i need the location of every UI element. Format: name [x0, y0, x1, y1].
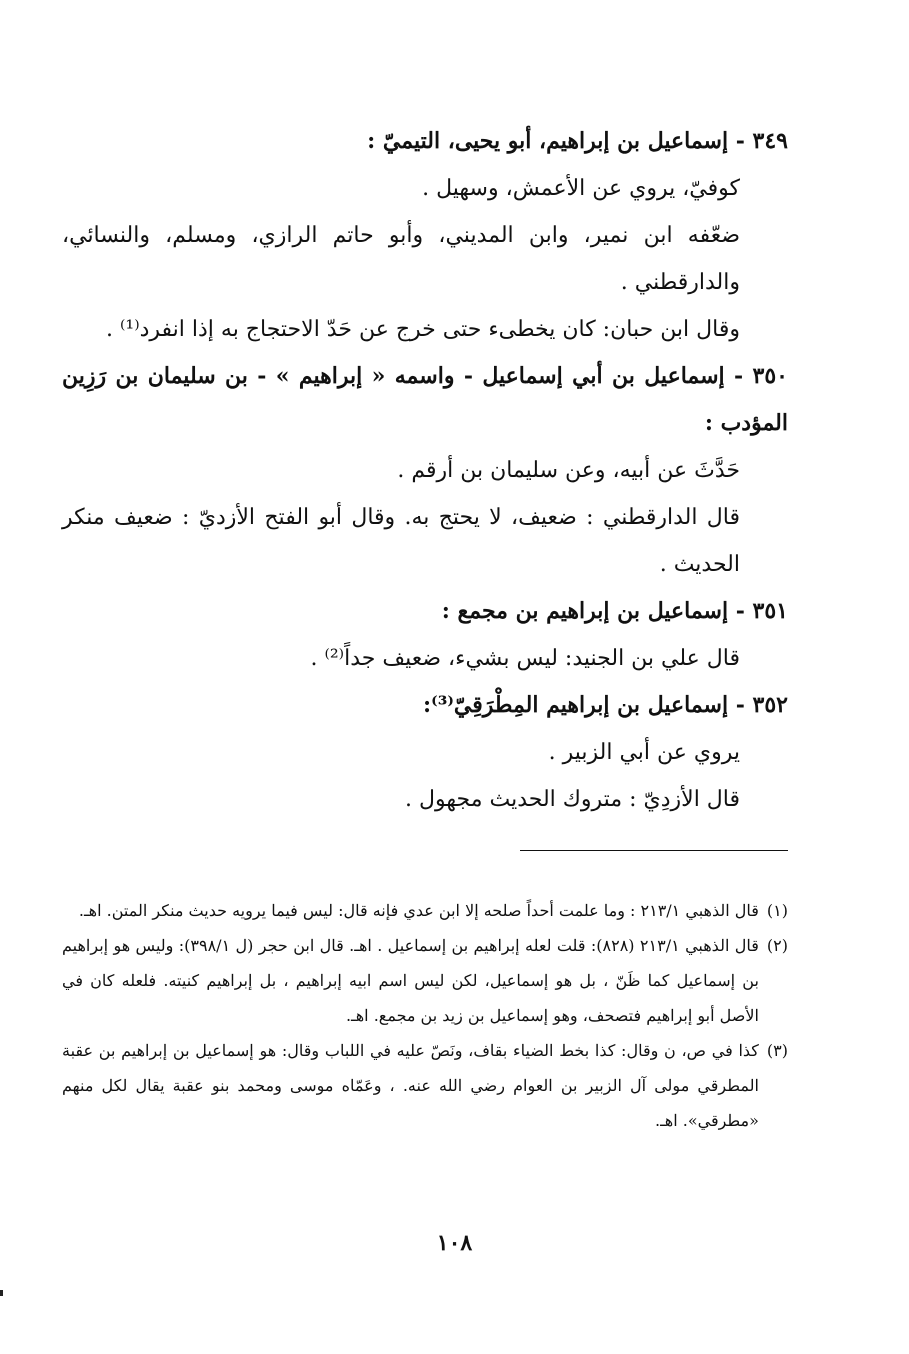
footnote-3 [62, 1033, 788, 1138]
entry-paragraph: حَدَّثَ عن أبيه، وعن سليمان بن أرقم . [397, 458, 740, 483]
entry-heading: ٣٥١ - إسماعيل بن إبراهيم بن مجمع : [441, 598, 788, 624]
main-text [62, 118, 788, 823]
footnote-divider [520, 850, 788, 851]
entry-paragraph: كوفيّ، يروي عن الأعمش، وسهيل . [422, 176, 740, 201]
footnote-text: كذا في ص، ن وقال: كذا بخط الضياء بقاف، ونَصّ عليه في اللباب وقال: هو إسماعيل بن إبراهيم بن عقبة المطرقي مولى آل الزبير بن العوام رضي الله عنه. ، وعَمّاه موسى ومحمد بنو عقبة يقال لكل منهم «مطرقي». اهـ. [62, 1041, 759, 1130]
entry-paragraph: يروي عن أبي الزبير . [548, 740, 740, 765]
footnote-2 [62, 928, 788, 1033]
entry-paragraph: وقال ابن حبان: كان يخطىء حتى خرج عن حَدّ الاحتجاج به إذا انفرد⁽¹⁾ . [105, 317, 740, 342]
footnote-label: (٢) [766, 936, 788, 955]
entry-350 [62, 353, 788, 588]
entry-paragraph: ضعّفه ابن نمير، وابن المديني، وأبو حاتم الرازي، ومسلم، والنسائي، والدارقطني . [62, 223, 740, 295]
entry-351 [62, 588, 788, 682]
footnote-label: (١) [766, 901, 788, 920]
scan-edge-mark [0, 1290, 3, 1296]
entry-349 [62, 118, 788, 353]
entry-paragraph: قال علي بن الجنيد: ليس بشيء، ضعيف جداً⁽²⁾ . [310, 646, 740, 671]
footnotes [62, 893, 788, 1138]
footnote-text: قال الذهبي ٢١٣/١ (٨٢٨): قلت لعله إبراهيم بن إسماعيل . اهـ. قال ابن حجر (ل ٣٩٨/١): وليس هو إبراهيم بن إسماعيل كما ظَنّ ، بل هو إسماعيل، لكن ليس اسم ابيه إبراهيم ، بل إبراهيم كنيته. فلعله كان في الأصل أبو إبراهيم فتصحف، وهو إسماعيل بن زيد بن مجمع. اهـ. [62, 936, 759, 1025]
footnote-label: (٣) [766, 1041, 788, 1060]
entry-paragraph: قال الدارقطني : ضعيف، لا يحتج به. وقال أبو الفتح الأزديّ : ضعيف منكر الحديث . [62, 505, 740, 577]
page-number: ١٠٨ [436, 1230, 473, 1256]
entry-352 [62, 682, 788, 823]
entry-heading: ٣٥٢ - إسماعيل بن إبراهيم المِطْرَقِيّ⁽³⁾: [423, 692, 788, 718]
entry-heading: ٣٤٩ - إسماعيل بن إبراهيم، أبو يحيى، التيميّ : [367, 128, 788, 154]
entry-paragraph: قال الأزدِيّ : متروك الحديث مجهول . [405, 787, 740, 812]
footnote-text: قال الذهبي ٢١٣/١ : وما علمت أحداً صلحه إلا ابن عدي فإنه قال: ليس فيما يرويه حديث منكر المتن. اهـ. [78, 901, 759, 920]
entry-heading: ٣٥٠ - إسماعيل بن أبي إسماعيل - واسمه « إبراهيم » - بن سليمان بن رَزِين المؤدب : [62, 363, 788, 436]
footnote-1 [62, 893, 788, 928]
